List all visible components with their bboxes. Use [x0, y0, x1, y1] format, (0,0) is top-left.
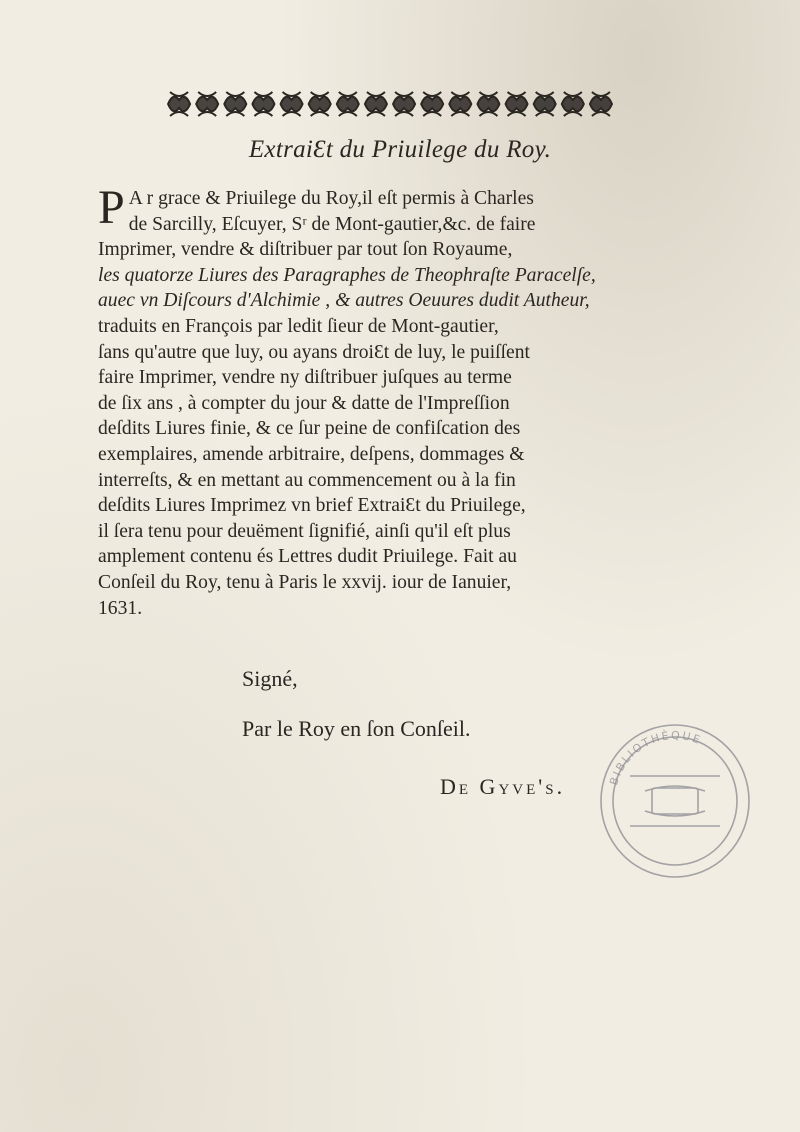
text-line: A r grace & Priuilege du Roy,il eſt permis à Charles [128, 188, 534, 209]
text-line: faire Imprimer, vendre ny diſtribuer juſques au terme [98, 367, 512, 389]
svg-text:BIBLIOTHÈQUE [607, 729, 703, 787]
fleuron-ornament [449, 92, 471, 116]
text-line: les quatorze Liures des Paragraphes de Theophraſte Paracelſe, [98, 264, 596, 286]
signature-name: De Gyve's. [440, 774, 566, 799]
fleuron-ornament [281, 92, 303, 116]
by-the-king-line: Par le Roy en ſon Conſeil. [242, 716, 471, 741]
text-line: amplement contenu és Lettres dudit Priuilege. Fait au [98, 546, 517, 568]
text-line: Imprimer, vendre & diſtribuer par tout ſon Royaume, [98, 239, 513, 261]
privilege-text [98, 181, 628, 621]
stamp-text: BIBLIOTHÈQUE [607, 728, 704, 787]
text-line: deſdits Liures Imprimez vn brief ExtraiƐt du Priuilege, [98, 495, 526, 517]
fleuron-ornament [196, 92, 218, 116]
text-line: traduits en François par ledit ſieur de Mont-gautier, [98, 315, 499, 337]
drop-cap-letter: P [98, 181, 125, 234]
text-line: de Sarcilly, Eſcuyer, Sʳ de Mont-gautier,&c. de faire [128, 213, 536, 235]
fleuron-ornament [224, 92, 246, 116]
fleuron-ornament [477, 92, 499, 116]
fleuron-ornament [365, 92, 387, 116]
text-line: il ſera tenu pour deuëment ſignifié, ainſi qu'il eſt plus [98, 520, 511, 542]
text-line: ſans qu'autre que luy, ou ayans droiƐt de luy, le puiſſent [98, 341, 530, 363]
text-line: interreſts, & en mettant au commencement ou à la fin [98, 469, 516, 491]
fleuron-ornament [337, 92, 359, 116]
fleuron-ornament [534, 92, 556, 116]
text-line: Conſeil du Roy, tenu à Paris le xxvij. iour de Ianuier, [98, 571, 512, 593]
fleuron-ornament [168, 92, 190, 116]
page-title: ExtraiƐt du Priuilege du Roy. [248, 136, 552, 163]
fleuron-ornament [252, 92, 274, 116]
signed-label: Signé, [242, 666, 298, 691]
fleuron-ornament [393, 92, 415, 116]
fleuron-ornament [309, 92, 331, 116]
text-line: de ſix ans , à compter du jour & datte de l'Impreſſion [98, 392, 510, 414]
text-line: 1631. [98, 597, 143, 619]
text-line: deſdits Liures finie, & ce ſur peine de confiſcation des [98, 418, 521, 440]
text-line: auec vn Diſcours d'Alchimie , & autres Oeuures dudit Autheur, [98, 290, 590, 312]
text-line: exemplaires, amende arbitraire, deſpens, dommages & [98, 443, 525, 465]
fleuron-ornament [506, 92, 528, 116]
fleuron-ornament [590, 92, 612, 116]
library-stamp-icon [590, 716, 760, 886]
fleuron-ornament [562, 92, 584, 116]
ornamental-header-band [165, 86, 615, 122]
fleuron-ornament [421, 92, 443, 116]
